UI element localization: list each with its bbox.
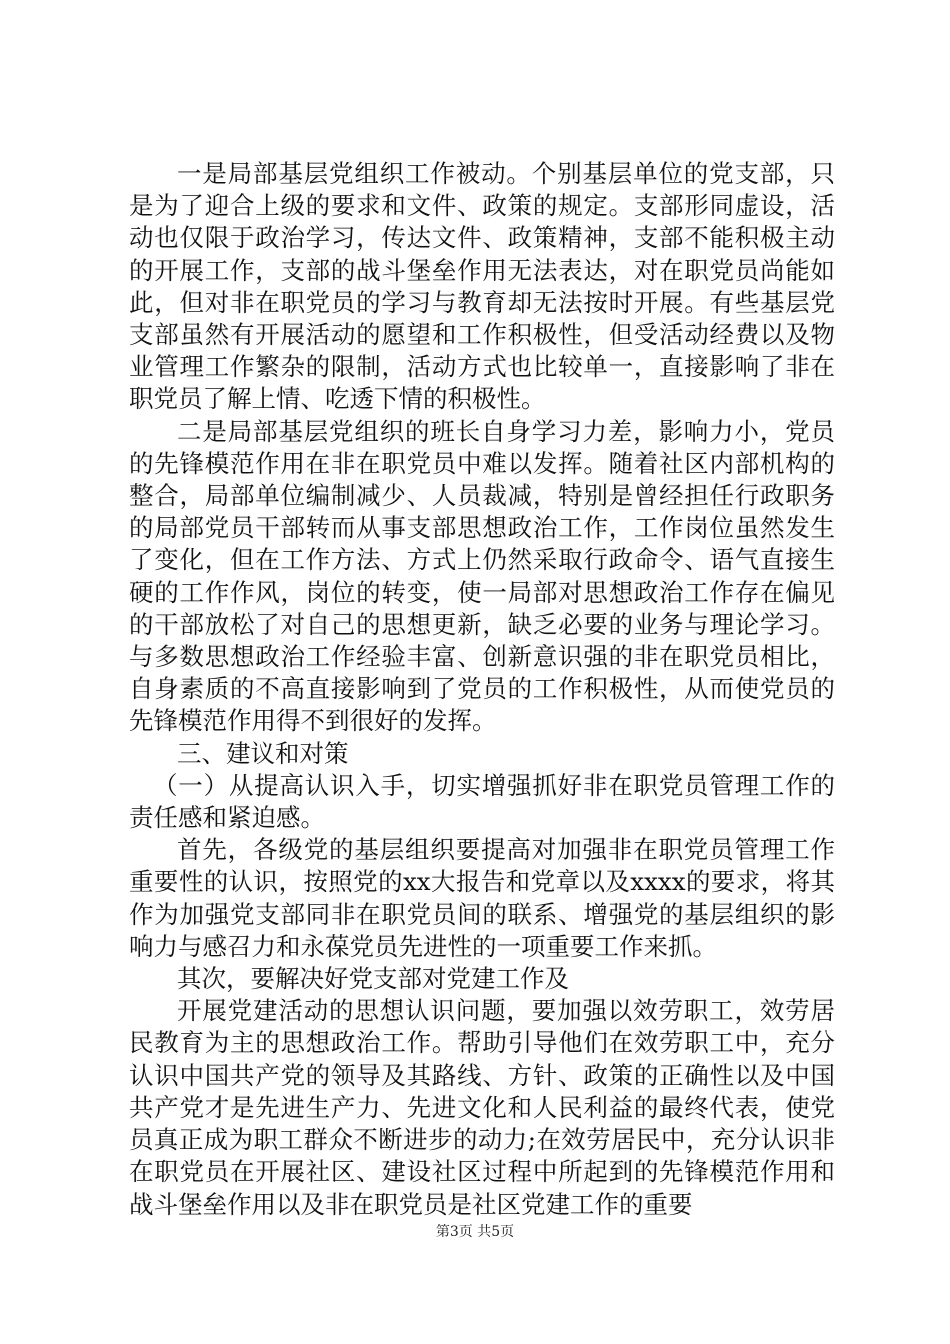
paragraph-1: 一是局部基层党组织工作被动。个别基层单位的党支部，只是为了迎合上级的要求和文件、政策的规定。支部形同虚设，活动也仅限于政治学习，传达文件、政策精神，支部不能积极主动的开展工作，支部的战斗堡垒作用无法表达，对在职党员尚能如此，但对非在职党员的学习与教育却无法按时开展。有些基层党支部虽然有开展活动的愿望和工作积极性，但受活动经费以及物业管理工作繁杂的限制，活动方式也比较单一，直接影响了非在职党员了解上情、吃透下情的积极性。 bbox=[129, 159, 835, 414]
paragraph-3: 首先，各级党的基层组织要提高对加强非在职党员管理工作重要性的认识，按照党的xx大报告和党章以及xxxx的要求，将其作为加强党支部同非在职党员间的联系、增强党的基层组织的影响力与感召力和永葆党员先进性的一项重要工作来抓。 bbox=[129, 835, 835, 961]
paragraph-2: 二是局部基层党组织的班长自身学习力差，影响力小，党员的先锋模范作用在非在职党员中难以发挥。随着社区内部机构的整合，局部单位编制减少、人员裁减，特别是曾经担任行政职务的局部党员干部转而从事支部思想政治工作，工作岗位虽然发生了变化，但在工作方法、方式上仍然采取行政命令、语气直接生硬的工作作风，岗位的转变，使一局部对思想政治工作存在偏见的干部放松了对自己的思想更新，缺乏必要的业务与理论学习。与多数思想政治工作经验丰富、创新意识强的非在职党员相比，自身素质的不高直接影响到了党员的工作积极性，从而使党员的先锋模范作用得不到很好的发挥。 bbox=[129, 416, 835, 736]
page-footer: 第3页 共5页 bbox=[435, 1224, 515, 1240]
subsection-heading: （一）从提高认识入手，切实增强抓好非在职党员管理工作的责任感和紧迫感。 bbox=[129, 770, 835, 833]
section-heading: 三、建议和对策 bbox=[177, 738, 349, 768]
paragraph-4: 其次，要解决好党支部对党建工作及 bbox=[177, 964, 569, 994]
document-body bbox=[129, 158, 835, 1221]
paragraph-5: 开展党建活动的思想认识问题，要加强以效劳职工，效劳居民教育为主的思想政治工作。帮助引导他们在效劳职工中，充分认识中国共产党的领导及其路线、方针、政策的正确性以及中国共产党才是先进生产力、先进文化和人民利益的最终代表，使党员真正成为职工群众不断进步的动力;在效劳居民中，充分认识非在职党员在开展社区、建设社区过程中所起到的先锋模范作用和战斗堡垒作用以及非在职党员是社区党建工作的重要 bbox=[129, 996, 835, 1219]
